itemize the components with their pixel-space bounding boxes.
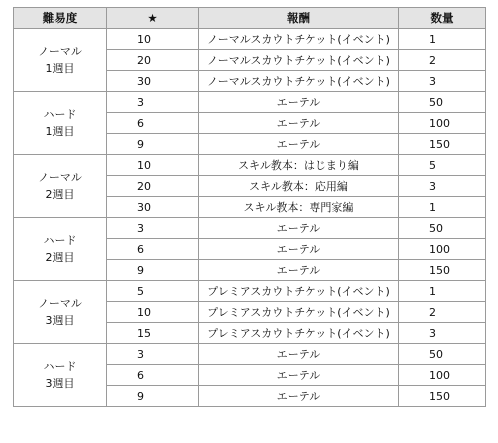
difficulty-week: 2週目 <box>45 251 75 264</box>
star-cell: 15 <box>107 323 199 344</box>
star-cell: 20 <box>107 50 199 71</box>
quantity-cell: 2 <box>399 302 486 323</box>
star-cell: 5 <box>107 281 199 302</box>
reward-table-body <box>14 29 486 407</box>
reward-cell: エーテル <box>199 218 399 239</box>
star-cell: 30 <box>107 71 199 92</box>
reward-cell: スキル教本：応用編 <box>199 176 399 197</box>
difficulty-week: 3週目 <box>45 377 75 390</box>
quantity-cell: 50 <box>399 218 486 239</box>
star-cell: 10 <box>107 302 199 323</box>
difficulty-cell <box>14 155 107 218</box>
reward-cell: ノーマルスカウトチケット(イベント) <box>199 50 399 71</box>
star-cell: 6 <box>107 113 199 134</box>
difficulty-cell <box>14 92 107 155</box>
reward-cell: スキル教本：はじまり編 <box>199 155 399 176</box>
quantity-cell: 100 <box>399 239 486 260</box>
quantity-cell: 3 <box>399 323 486 344</box>
quantity-cell: 3 <box>399 176 486 197</box>
difficulty-week: 1週目 <box>45 62 75 75</box>
difficulty-mode: ハード <box>43 108 77 121</box>
difficulty-mode: ハード <box>43 360 77 373</box>
reward-cell: スキル教本：専門家編 <box>199 197 399 218</box>
table-row <box>14 281 486 302</box>
reward-table-container <box>13 7 486 407</box>
reward-cell: エーテル <box>199 386 399 407</box>
table-row <box>14 344 486 365</box>
quantity-cell: 1 <box>399 197 486 218</box>
difficulty-week: 3週目 <box>45 314 75 327</box>
header-star: ★ <box>107 8 199 29</box>
header-difficulty: 難易度 <box>14 8 107 29</box>
reward-cell: エーテル <box>199 92 399 113</box>
star-cell: 9 <box>107 386 199 407</box>
difficulty-cell <box>14 344 107 407</box>
star-cell: 9 <box>107 134 199 155</box>
quantity-cell: 5 <box>399 155 486 176</box>
quantity-cell: 100 <box>399 365 486 386</box>
star-cell: 10 <box>107 155 199 176</box>
quantity-cell: 3 <box>399 71 486 92</box>
star-cell: 20 <box>107 176 199 197</box>
reward-cell: プレミアスカウトチケット(イベント) <box>199 302 399 323</box>
star-cell: 30 <box>107 197 199 218</box>
table-row <box>14 155 486 176</box>
difficulty-mode: ノーマル <box>38 171 82 184</box>
reward-table <box>13 7 486 407</box>
difficulty-week: 2週目 <box>45 188 75 201</box>
quantity-cell: 50 <box>399 92 486 113</box>
header-quantity: 数量 <box>399 8 486 29</box>
reward-cell: エーテル <box>199 113 399 134</box>
quantity-cell: 150 <box>399 260 486 281</box>
star-cell: 3 <box>107 344 199 365</box>
difficulty-cell <box>14 218 107 281</box>
difficulty-cell <box>14 29 107 92</box>
star-cell: 10 <box>107 29 199 50</box>
reward-cell: プレミアスカウトチケット(イベント) <box>199 323 399 344</box>
difficulty-mode: ノーマル <box>38 45 82 58</box>
reward-cell: エーテル <box>199 134 399 155</box>
quantity-cell: 1 <box>399 281 486 302</box>
reward-cell: エーテル <box>199 365 399 386</box>
header-row <box>14 8 486 29</box>
reward-cell: エーテル <box>199 239 399 260</box>
quantity-cell: 1 <box>399 29 486 50</box>
difficulty-mode: ノーマル <box>38 297 82 310</box>
quantity-cell: 50 <box>399 344 486 365</box>
table-row <box>14 29 486 50</box>
reward-cell: エーテル <box>199 344 399 365</box>
reward-cell: ノーマルスカウトチケット(イベント) <box>199 71 399 92</box>
difficulty-mode: ハード <box>43 234 77 247</box>
quantity-cell: 100 <box>399 113 486 134</box>
difficulty-cell <box>14 281 107 344</box>
quantity-cell: 2 <box>399 50 486 71</box>
star-cell: 3 <box>107 218 199 239</box>
header-reward: 報酬 <box>199 8 399 29</box>
star-cell: 3 <box>107 92 199 113</box>
difficulty-week: 1週目 <box>45 125 75 138</box>
reward-cell: ノーマルスカウトチケット(イベント) <box>199 29 399 50</box>
star-cell: 6 <box>107 239 199 260</box>
reward-cell: エーテル <box>199 260 399 281</box>
star-cell: 9 <box>107 260 199 281</box>
table-row <box>14 218 486 239</box>
table-row <box>14 92 486 113</box>
quantity-cell: 150 <box>399 386 486 407</box>
star-cell: 6 <box>107 365 199 386</box>
quantity-cell: 150 <box>399 134 486 155</box>
reward-cell: プレミアスカウトチケット(イベント) <box>199 281 399 302</box>
